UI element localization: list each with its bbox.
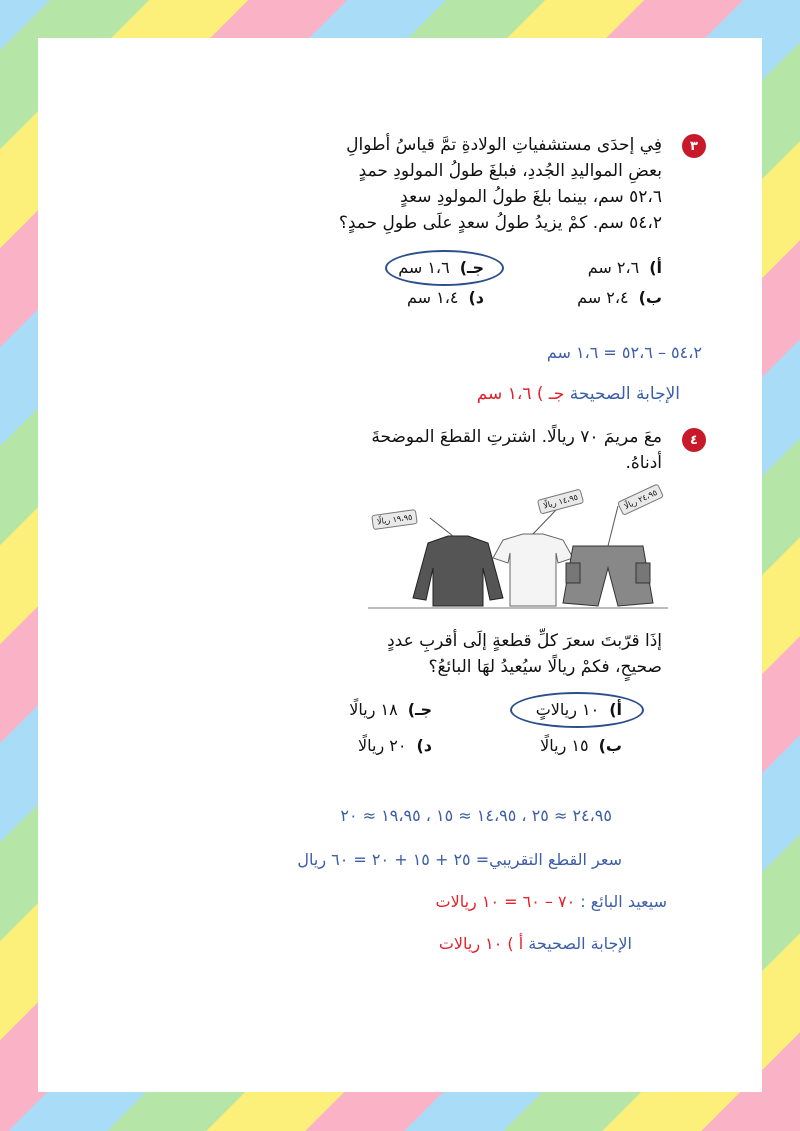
q4-answer-circle <box>510 692 644 728</box>
q3-option-d[interactable] <box>407 288 484 307</box>
q3-option-c-text: ١،٦ سم <box>398 258 450 277</box>
price-tag-shorts: ٢٤،٩٥ ريالًا <box>617 483 665 516</box>
q3-answer-value: جـ ) ١،٦ سم <box>476 384 565 404</box>
question-3-text <box>322 132 662 236</box>
q4-option-a-text: ١٠ ريالاتٍ <box>535 700 600 719</box>
q4-change-value: ٧٠ – ٦٠ = ١٠ ريالات <box>435 892 576 911</box>
q3-option-a-text: ٢،٦ سم <box>587 258 640 277</box>
q4-option-d[interactable] <box>358 736 432 755</box>
q4-option-b-letter: ب) <box>598 736 622 755</box>
q3-option-a[interactable] <box>588 258 662 277</box>
q4-option-d-text: ٢٠ ريالًا <box>358 736 407 755</box>
q4-option-d-letter: د) <box>416 736 432 755</box>
q3-option-a-letter: أ) <box>649 258 662 277</box>
q3-answer-label: الإجابة الصحيحة <box>569 384 680 404</box>
q3-line-1: فِي إحدَى مستشفياتِ الولادةِ تمَّ قياسُ أطوالِ <box>346 135 662 155</box>
q4-change-line <box>436 892 667 911</box>
q4-option-b[interactable] <box>540 736 622 755</box>
question-4-text <box>322 424 662 476</box>
q4-option-a-letter: أ) <box>609 700 622 719</box>
q4-option-c[interactable] <box>349 700 432 719</box>
q3-line-3: ٥٢،٦ سم، بينما بلغَ طولُ المولودِ سعدٍ <box>400 187 662 207</box>
q4-question-line-1: إذَا قرّبتَ سعرَ كلِّ قطعةٍ إلَى أقربِ عددٍ <box>387 631 662 651</box>
q4-line-1: معَ مريمَ ٧٠ ريالًا. اشترتِ القطعَ الموضحةَ <box>371 427 662 447</box>
q3-work: ٥٤،٢ – ٥٢،٦ = ١،٦ سم <box>546 343 702 362</box>
question-3-number: ٣ <box>682 134 706 158</box>
sweater-icon <box>413 536 503 606</box>
q4-option-b-text: ١٥ ريالًا <box>540 736 589 755</box>
shorts-pocket-right <box>636 563 650 583</box>
q4-line-2: أدناهُ. <box>625 453 662 473</box>
q3-answer-line <box>477 384 680 404</box>
price-tag-sweater: ١٩،٩٥ ريالًا <box>371 509 418 530</box>
q3-line-4: ٥٤،٢ سم. كمْ يزيدُ طولُ سعدٍ علَى طولِ حمدٍ؟ <box>338 213 662 233</box>
q4-option-c-letter: جـ) <box>407 700 432 719</box>
q4-question-line-2: صحيحٍ، فكمْ ريالًا سيُعيدُ لهَا البائعُ؟ <box>428 657 662 677</box>
tag-string-3 <box>608 506 618 546</box>
q3-answer-circle <box>385 250 504 286</box>
clothing-illustration <box>368 487 668 613</box>
q3-option-d-text: ١،٤ سم <box>406 288 459 307</box>
tshirt-icon <box>493 534 573 606</box>
question-4-number: ٤ <box>682 428 706 452</box>
q3-line-2: بعضِ المواليدِ الجُددِ، فبلغَ طولُ المولودِ حمدٍ <box>358 161 662 181</box>
price-tag-tshirt: ١٤،٩٥ ريالًا <box>537 488 585 514</box>
q3-option-b-text: ٢،٤ سم <box>577 288 629 307</box>
q4-option-c-text: ١٨ ريالًا <box>349 700 398 719</box>
q4-change-label: سيعيد البائع : <box>580 892 667 911</box>
worksheet-page <box>38 38 762 1092</box>
shorts-pocket-left <box>566 563 580 583</box>
q4-answer-value: أ ) ١٠ ريالات <box>438 934 524 953</box>
q3-option-d-letter: د) <box>468 288 484 307</box>
q4-question <box>322 628 662 680</box>
q3-option-c-letter: جـ) <box>459 258 484 277</box>
q3-option-b-letter: ب) <box>638 288 662 307</box>
q4-answer-label: الإجابة الصحيحة <box>528 934 632 953</box>
q4-rounding: ٢٤،٩٥ ≈ ٢٥ ، ١٤،٩٥ ≈ ١٥ ، ١٩،٩٥ ≈ ٢٠ <box>340 806 612 825</box>
tag-string-1 <box>430 518 453 536</box>
q3-option-b[interactable] <box>577 288 662 307</box>
q4-total: سعر القطع التقريبي= ٢٥ + ١٥ + ٢٠ = ٦٠ ريال <box>297 850 622 869</box>
q4-answer-line <box>439 934 632 953</box>
